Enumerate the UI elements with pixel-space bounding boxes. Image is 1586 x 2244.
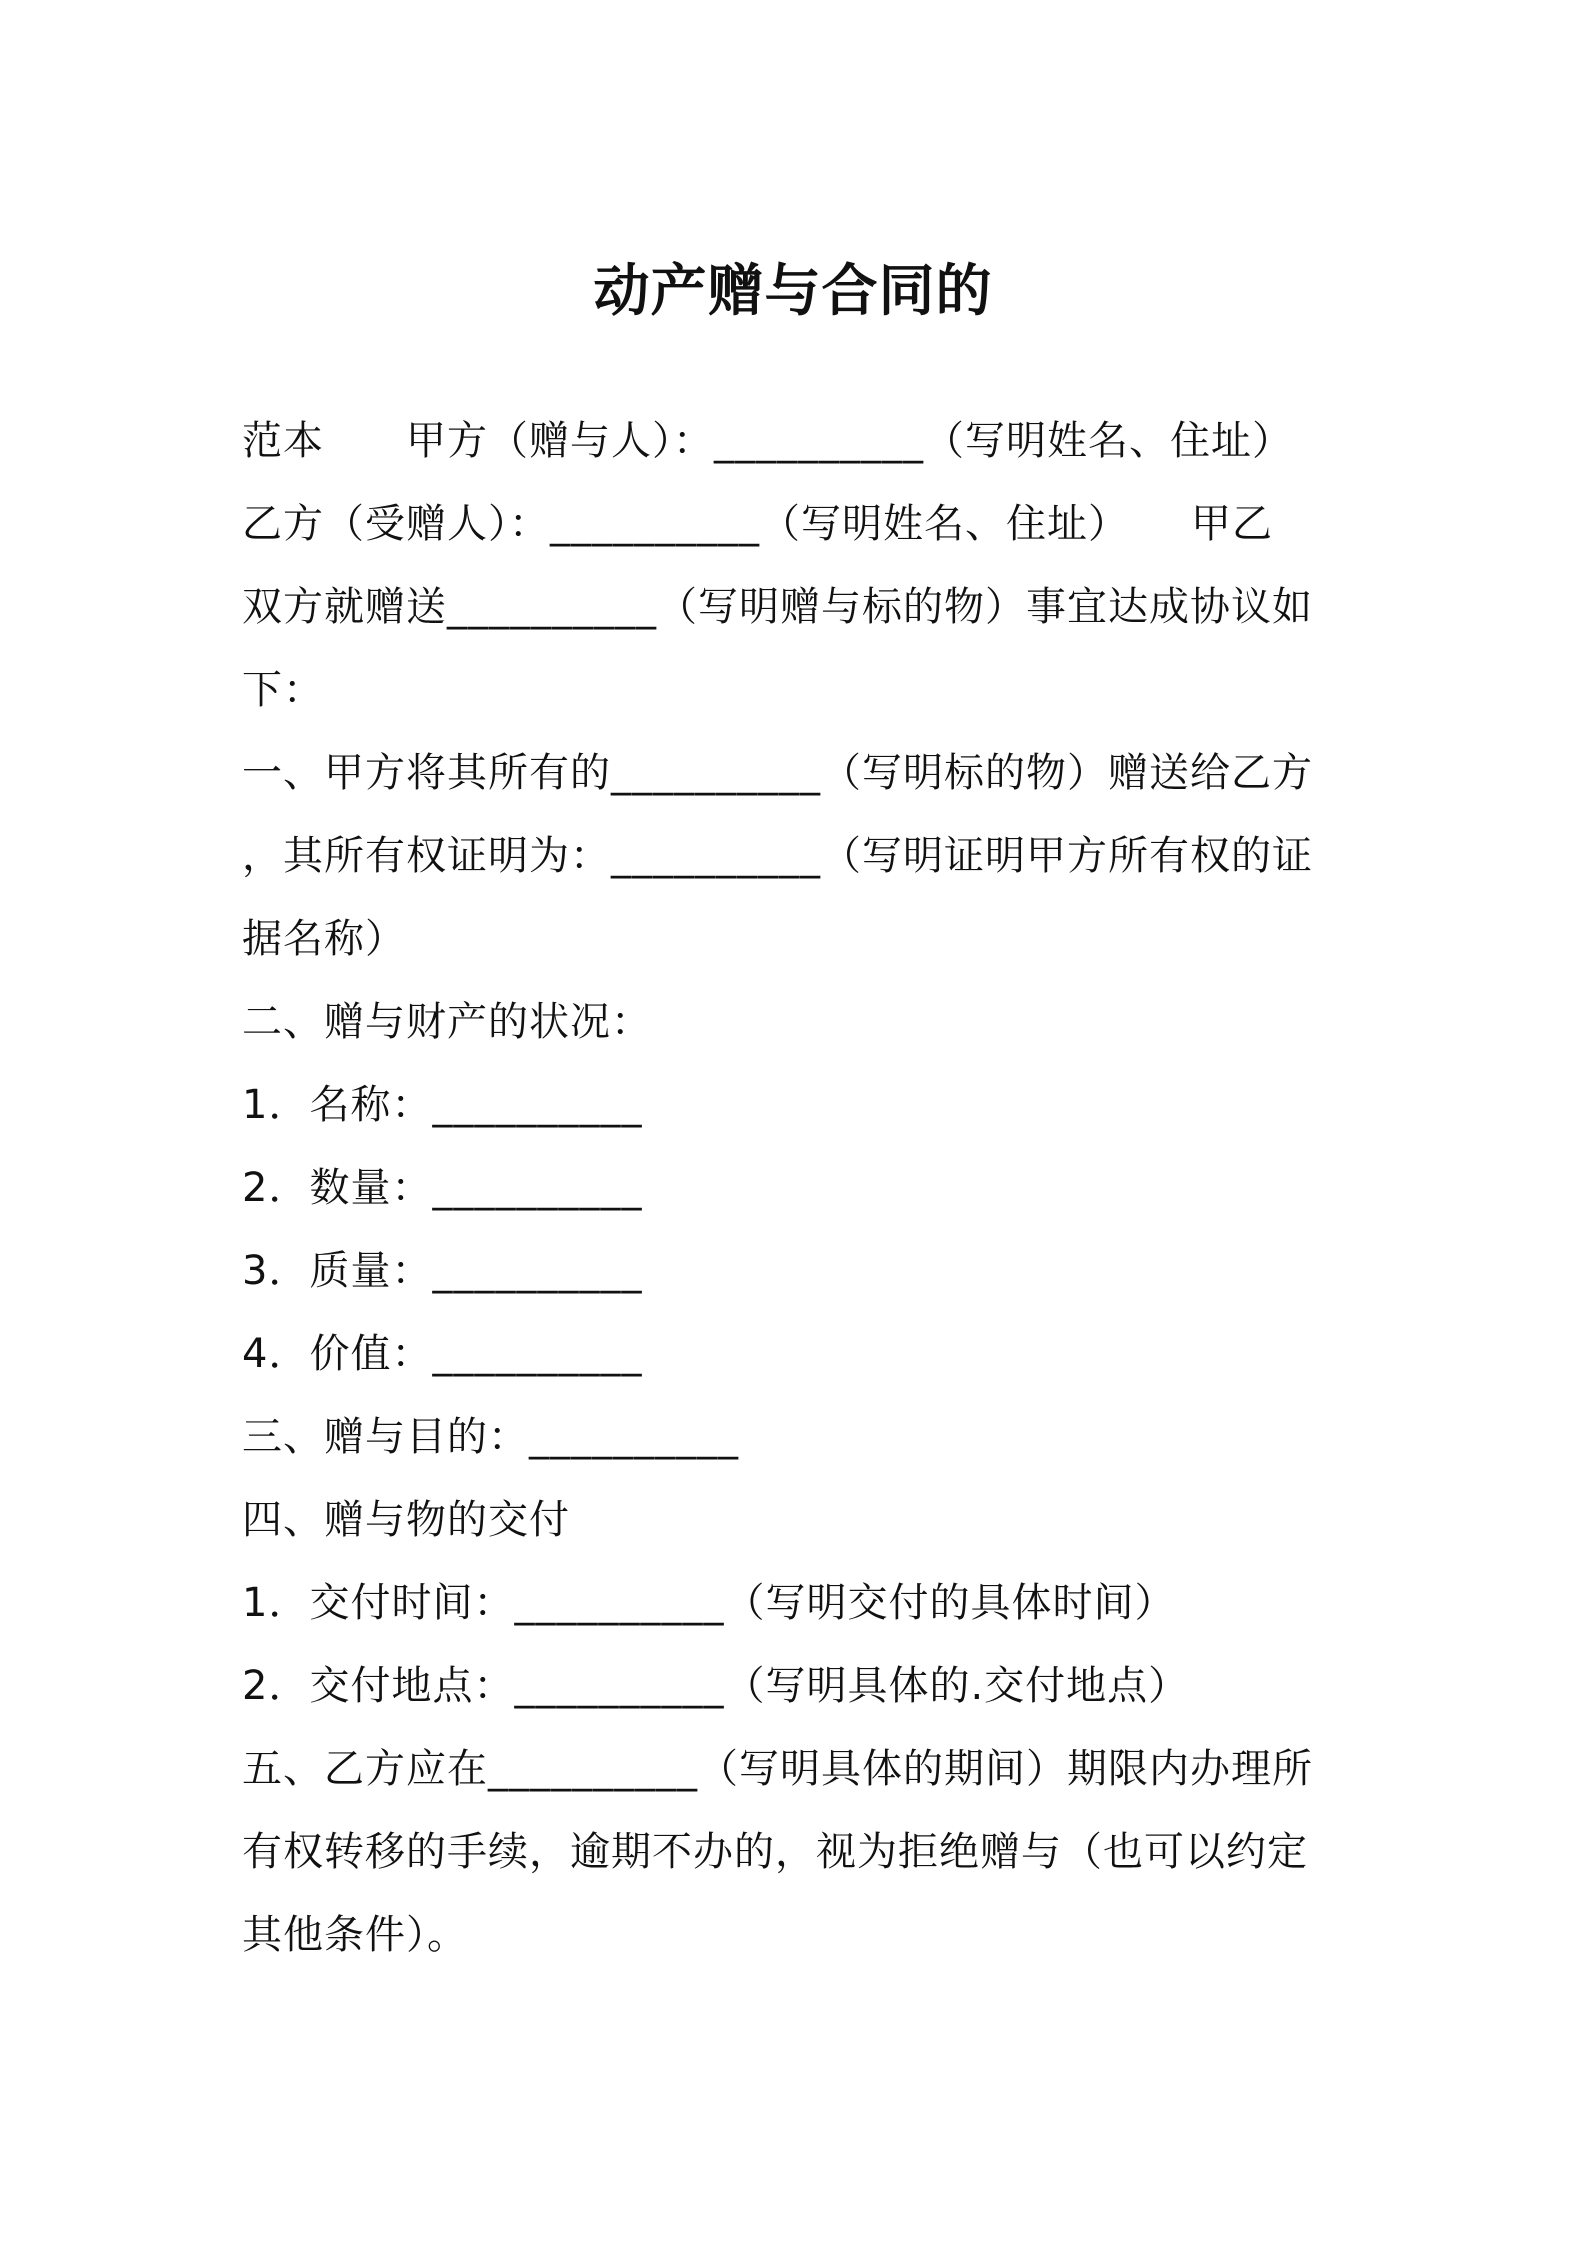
body-line: 1．交付时间：__________（写明交付的具体时间） [242,1580,1176,1626]
body-line: 据名称） [242,916,406,962]
body-line: 4．价值：__________ [242,1331,643,1377]
body-line: 双方就赠送__________（写明赠与标的物）事宜达成协议如 [242,584,1313,630]
document-title: 动产赠与合同的 [593,259,993,324]
body-line: 五、乙方应在__________（写明具体的期间）期限内办理所 [242,1746,1313,1792]
body-line: 2．数量：__________ [242,1165,643,1211]
body-line: 乙方（受赠人）：__________（写明姓名、住址） 甲乙 [242,501,1273,547]
body-line: 二、赠与财产的状况： [242,999,652,1045]
body-line: 2．交付地点：__________（写明具体的.交付地点） [242,1663,1190,1709]
body-line: 下： [242,667,324,713]
body-line: ，其所有权证明为：__________（写明证明甲方所有权的证 [242,833,1313,879]
body-line: 3．质量：__________ [242,1248,643,1294]
body-line: 三、赠与目的：__________ [242,1414,739,1460]
body-line: 1．名称：__________ [242,1082,643,1128]
document-body [242,400,1352,1977]
body-line: 其他条件）。 [242,1912,468,1958]
body-line: 四、赠与物的交付 [242,1497,570,1543]
body-line: 有权转移的手续，逾期不办的，视为拒绝赠与（也可以约定 [242,1829,1308,1875]
body-line: 一、甲方将其所有的__________（写明标的物）赠送给乙方 [242,750,1313,796]
body-line: 范本 甲方（赠与人）：__________（写明姓名、住址） [242,418,1293,464]
